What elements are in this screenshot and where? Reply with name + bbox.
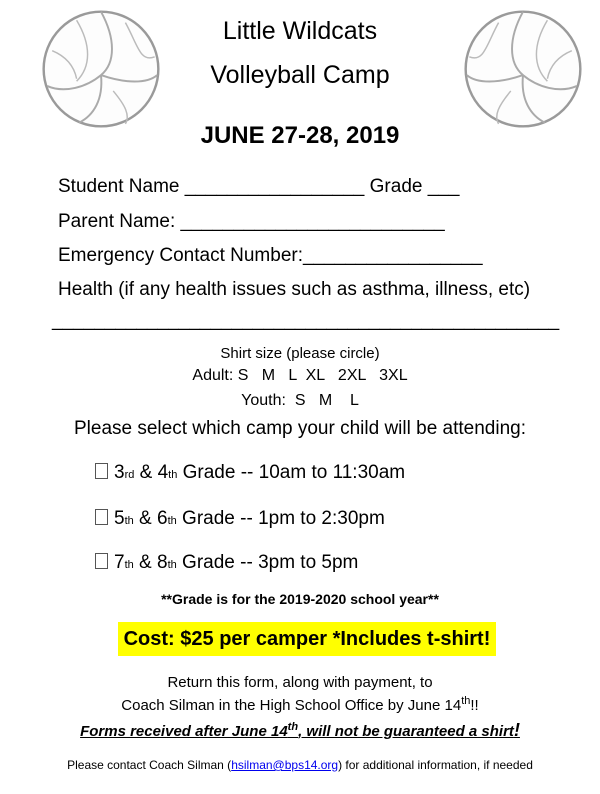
health-field[interactable]: ________________________________________________ xyxy=(52,310,560,331)
checkbox[interactable] xyxy=(95,509,108,525)
cost-banner: Cost: $25 per camper *Includes t-shirt! xyxy=(118,622,496,656)
shirt-warning: Forms received after June 14th, will not be guaranteed a shirt! xyxy=(80,720,520,740)
title-line-1: Little Wildcats xyxy=(222,17,378,45)
title-line-2: Volleyball Camp xyxy=(210,61,390,89)
shirt-size-heading: Shirt size (please circle) xyxy=(220,345,380,362)
shirt-youth-sizes[interactable]: Youth: S M L xyxy=(241,392,359,409)
health-label: Health (if any health issues such as asthma, illness, etc) xyxy=(58,279,531,300)
student-name-field[interactable]: Student Name _________________ Grade ___ xyxy=(58,176,460,197)
return-line-2: Coach Silman in the High School Office by June 14th!! xyxy=(121,695,479,714)
camp-select-prompt: Please select which camp your child will be attending: xyxy=(73,418,526,439)
return-line-1: Return this form, along with payment, to xyxy=(167,674,433,691)
camp-date: JUNE 27-28, 2019 xyxy=(200,122,400,149)
contact-line: Please contact Coach Silman (hsilman@bps14.org) for additional information, if needed xyxy=(67,758,533,772)
shirt-adult-sizes[interactable]: Adult: S M L XL 2XL 3XL xyxy=(192,367,408,384)
checkbox[interactable] xyxy=(95,553,108,569)
camp-option-3[interactable]: 7 th & 8 th Grade -- 3pm to 5pm xyxy=(95,552,358,574)
checkbox[interactable] xyxy=(95,463,108,479)
grade-note: **Grade is for the 2019-2020 school year** xyxy=(161,591,439,607)
camp-option-2[interactable]: 5 th & 6 th Grade -- 1pm to 2:30pm xyxy=(95,508,385,530)
emergency-contact-field[interactable]: Emergency Contact Number:_________________ xyxy=(58,245,483,266)
parent-name-field[interactable]: Parent Name: _________________________ xyxy=(58,211,445,232)
camp-option-1[interactable]: 3 rd & 4 th Grade -- 10am to 11:30am xyxy=(95,462,405,484)
email-link[interactable]: hsilman@bps14.org xyxy=(231,758,339,772)
